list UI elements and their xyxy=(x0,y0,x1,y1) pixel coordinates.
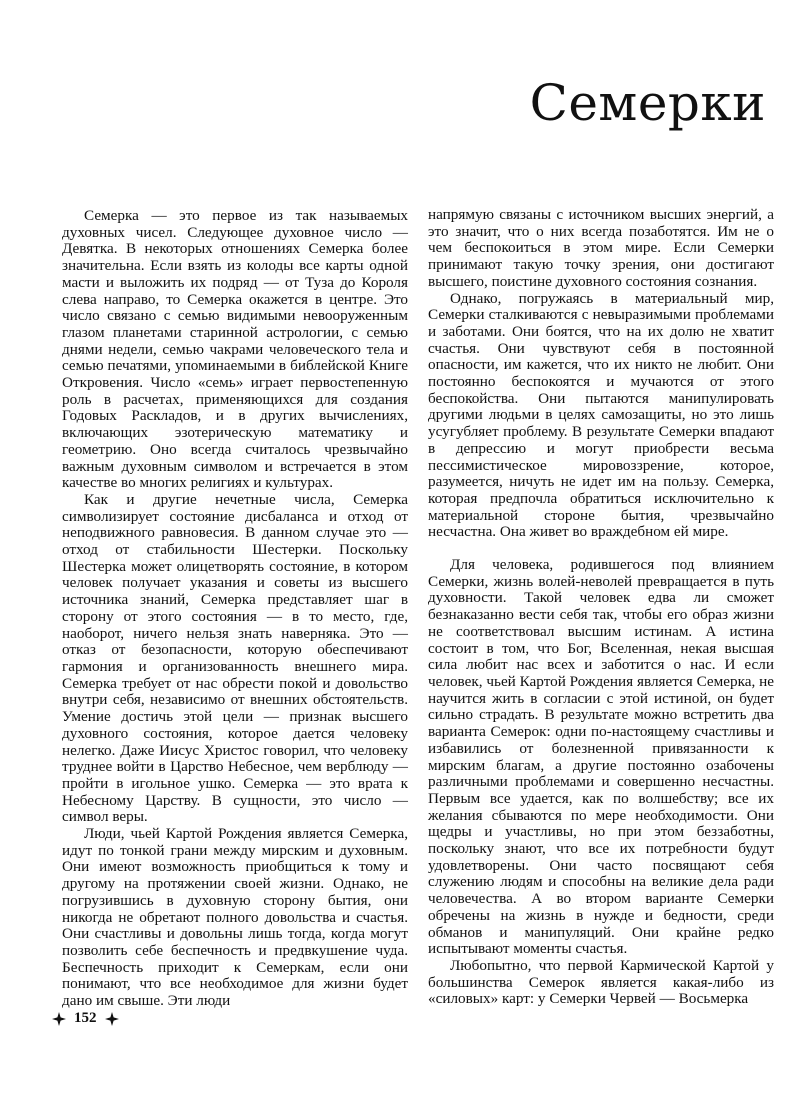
left-text-column xyxy=(62,208,408,1010)
page-title: Семерки xyxy=(529,74,766,132)
paragraph: Как и другие нечетные числа, Семерка символизирует состояние дисбаланса и отход от неподвижного равновесия. В данном случае это — отход от стабильности Шестерки. Поскольку Шестерка может олицетворять состояние, в котором человек получает указания и советы из высшего источника знаний, Семерка представляет шаг в сторону от этого состояния — в то место, где, наоборот, ничего нельзя знать наверняка. Это — отказ от безопасности, которую обеспечивают гармония и организованность внешнего мира. Семерка требует от нас обрести покой и довольство внутри себя, независимо от внешних обстоятельств. Умение достичь этой цели — признак высшего духовного состояния, которое дается человеку нелегко. Даже Иисус Христос говорил, что человеку труднее войти в Царство Небесное, чем верблюду — пройти в игольное ушко. Семерка — это врата к Небесному Царству. В сущности, это число — символ веры. xyxy=(62,490,408,826)
star-ornament-icon xyxy=(105,1012,119,1026)
page-footer xyxy=(52,1010,119,1027)
right-text-column xyxy=(428,207,774,1008)
paragraph: Для человека, родившегося под влиянием Семерки, жизнь волей-неволей превращается в путь духовности. Такой человек едва ли сможет безнаказанно вести себя так, чтобы его образ жизни не соответствовал высшим истинам. А истина состоит в том, что Бог, Вселенная, некая высшая сила любит нас всех и заботится о нас. И если человек, чьей Картой Рождения является Семерка, не научится жить в согласии с этой истиной, он будет сильно страдать. В результате можно встретить два варианта Семерок: одни по-настоящему счастливы и избавились от болезненной привязанности к мирским благам, а другие постоянно озабочены различными проблемами и совершенно несчастны. Первым все удается, как по волшебству; все их желания сбываются по мере необходимости. Они щедры и участливы, но при этом беззаботны, поскольку знают, что все их потребности будут удовлетворены. Они часто посвящают себя служению людям и способны на великие дела ради человечества. А во втором варианте Семерки обречены на жизнь в нужде и бедности, среди обманов и манипуляций. Они крайне редко испытывают моменты счастья. xyxy=(428,556,774,958)
paragraph: Однако, погружаясь в материальный мир, Семерки сталкиваются с невыразимыми проблемами и заботами. Они боятся, что на их долю не хватит счастья. Они чувствуют себя в постоянной опасности, им кажется, что их никто не любит. Они постоянно беспокоятся и мучаются от этого беспокойства. Они пытаются манипулировать другими людьми в целях самозащиты, но это лишь усугубляет проблему. В результате Семерки впадают в депрессию и могут приобрести весьма пессимистическое мировоззрение, которое, разумеется, ничуть не идет им на пользу. Семерка, которая предпочла обратиться исключительно к материальной стороне бытия, чрезвычайно несчастна. Она живет во враждебном ей мире. xyxy=(428,289,774,541)
paragraph-continued: напрямую связаны с источником высших энергий, а это значит, что о них всегда позаботятся. Им не о чем беспокоиться в этом мире. Если Семерки принимают такую точку зрения, они достигают высшего, поистине духовного состояния сознания. xyxy=(428,206,774,290)
page-number: 152 xyxy=(74,1010,97,1026)
paragraph: Любопытно, что первой Кармической Картой у большинства Семерок является какая-либо из «силовых» карт: у Семерки Червей — Восьмерка xyxy=(428,956,774,1008)
paragraph: Люди, чьей Картой Рождения является Семерка, идут по тонкой грани между мирским и духовным. Они имеют возможность приобщиться к тому и другому на протяжении своей жизни. Однако, не погрузившись в духовную сторону бытия, они никогда не обретают полного довольства и счастья. Они счастливы и довольны лишь тогда, когда могут позволить себе беспечность и предвкушение чуда. Беспечность приходит к Семеркам, если они понимают, что все необходимое для жизни будет дано им свыше. Эти люди xyxy=(62,825,408,1010)
paragraph: Семерка — это первое из так называемых духовных чисел. Следующее духовное число — Девятка. В некоторых отношениях Семерка более значительна. Если взять из колоды все карты одной масти и выложить их подряд — от Туза до Короля слева направо, то Семерка окажется в центре. Это число связано с семью видимыми невооруженным глазом планетами старинной астрологии, с семью днями недели, семью чакрами человеческого тела и семью печатями, упоминаемыми в библейской Книге Откровения. Число «семь» играет первостепенную роль в расчетах, применяющихся для создания Годовых Раскладов, и в других вычислениях, включающих эзотерическую математику и геометрию. Оно всегда считалось чрезвычайно важным духовным символом и встречается в этом качестве во многих религиях и культурах. xyxy=(62,207,408,492)
star-ornament-icon xyxy=(52,1012,66,1026)
